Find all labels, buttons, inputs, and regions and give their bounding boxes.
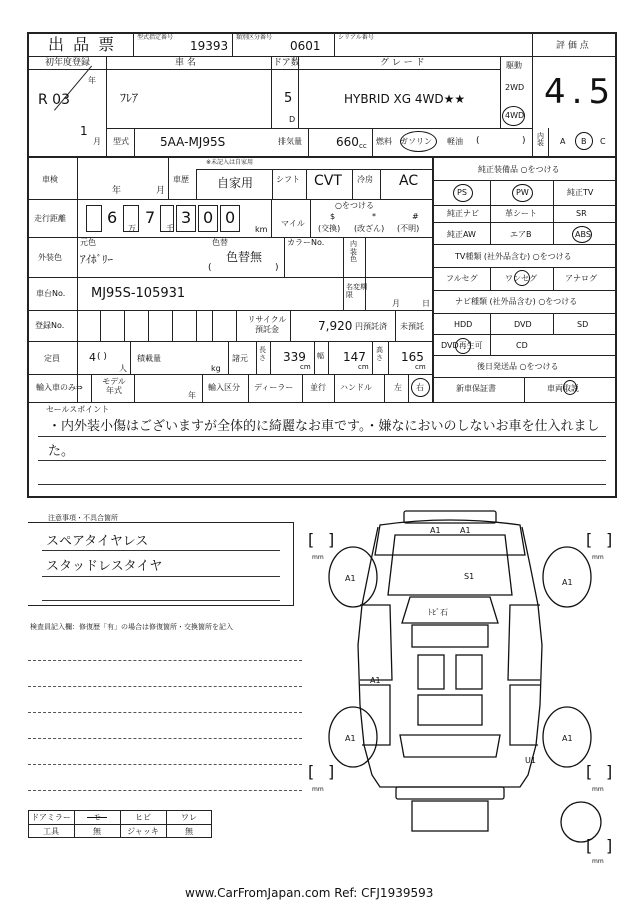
serial-label: シリアル番号: [338, 34, 374, 41]
seat-rear: [418, 695, 482, 725]
car-name-value: ﾌﾚｱ: [120, 91, 139, 105]
equip-navi: 純正ナビ: [447, 209, 479, 218]
mileage-km: km: [255, 225, 268, 234]
tv-title: TV種類 (社外品含む) ○をつける: [455, 252, 572, 261]
tv-fullseg: フルセグ: [446, 274, 478, 283]
mark-windshield: ﾄﾋﾞ石: [428, 608, 448, 617]
shift-value: CVT: [314, 173, 342, 189]
meigi-day: 日: [422, 299, 430, 308]
recycle-unit: 円預託済: [355, 322, 387, 331]
navi-dvd: DVD: [514, 320, 532, 329]
inspection-year: 年: [112, 186, 122, 196]
svg-text:]: ]: [328, 530, 335, 549]
spare-wheel: [561, 802, 601, 842]
navi-sd: SD: [577, 320, 589, 329]
grade-value: HYBRID XG 4WD★★: [344, 92, 466, 106]
doors-label: ドア数: [273, 58, 300, 68]
shako-value: 自家用: [217, 176, 254, 190]
aircon-value: AC: [399, 173, 419, 189]
handle-label: ハンドル: [340, 383, 372, 392]
mark-left-door: A1: [370, 676, 381, 685]
drive-4wd-circle: [502, 106, 525, 126]
capacity-paren: ( ): [97, 352, 107, 362]
month-value: 1: [80, 124, 88, 138]
recycle-value: 7,920: [318, 319, 353, 333]
handle-right-circle: [411, 378, 430, 397]
equip-leather: 革シート: [505, 209, 537, 218]
table-mirror-label: ドアミラー: [31, 813, 71, 822]
model-value: 5AA-MJ95S: [160, 135, 226, 149]
mileage-sym3: #: [412, 212, 419, 221]
wheel-front-right: [543, 547, 591, 607]
drive-label: 駆動: [506, 61, 522, 70]
navi-title: ナビ種類 (社外品含む) ○をつける: [455, 297, 578, 306]
svg-text:[: [: [586, 762, 593, 781]
fuel-label: 燃料: [376, 137, 392, 146]
svg-text:]: ]: [606, 762, 613, 781]
extra-dvd: DVD再生可: [441, 341, 483, 350]
hood-front: [375, 520, 525, 555]
sales-point-line1: ・内外装小傷はございますが全体的に綺麗なお車です。・嫌なにおいのしないお車を仕入れまし: [48, 419, 600, 434]
svg-text:[: [: [586, 530, 593, 549]
width-value: 147: [343, 350, 366, 364]
mileage-label: 走行距離: [34, 214, 66, 223]
sales-point-line2: た。: [48, 444, 75, 459]
cc-unit: cc: [359, 142, 367, 150]
equipment-title: 純正装備品 ○をつける: [478, 165, 560, 174]
drive-4wd: 4WD: [505, 111, 525, 120]
equip-airbag: エアB: [510, 230, 532, 239]
chassis-label: 車台No.: [36, 289, 66, 298]
mileage-mile: マイル: [281, 219, 305, 228]
import-dealer: ディーラー: [254, 383, 294, 392]
paren-open: (: [476, 136, 480, 146]
svg-text:[: [: [308, 762, 315, 781]
mileage-d2: 7: [145, 208, 156, 227]
hood-panel: [388, 535, 512, 595]
aircon-label: 冷房: [357, 175, 373, 184]
equip-ps-circle: [453, 184, 473, 202]
displacement-label: 排気量: [278, 137, 302, 146]
inspector-label: 検査員記入欄：修復歴「有」の場合は修復箇所・交換箇所を記入: [30, 623, 233, 631]
door-front-left: [360, 605, 392, 680]
shift-label: シフト: [276, 175, 300, 184]
length-cm: cm: [300, 363, 311, 371]
original-color: ｱｲﾎﾞﾘｰ: [80, 253, 113, 266]
mark-front-left-wheel: A1: [345, 574, 356, 583]
equip-abs-circle: [572, 226, 592, 243]
score-value: 4.5: [544, 72, 617, 112]
length-label: 長さ: [259, 346, 266, 362]
shako-label: 車歴: [173, 175, 189, 184]
equip-sr: SR: [576, 209, 587, 218]
fuel-diesel: 軽油: [447, 137, 463, 146]
notes-line1: スペアタイヤレス: [46, 534, 149, 549]
mm-rl: mm: [312, 786, 324, 793]
table-jack-value: 無: [185, 827, 193, 836]
door-d: D: [289, 115, 296, 124]
after-warranty: 新車保証書: [456, 384, 496, 393]
svg-text:]: ]: [606, 530, 613, 549]
svg-text:]: ]: [328, 762, 335, 781]
capacity-label: 定員: [44, 354, 60, 363]
interior-a: A: [560, 137, 566, 146]
car-body: [358, 527, 542, 787]
capacity-person: 人: [119, 364, 127, 373]
svg-text:[: [: [308, 530, 315, 549]
mileage-d5: 0: [225, 208, 236, 227]
mark-rear: U1: [525, 756, 536, 765]
after-manual-circle: [563, 380, 577, 395]
handle-left: 左: [394, 383, 402, 392]
import-label: 輸入車のみ⇒: [36, 383, 83, 392]
equip-pw-circle: [512, 184, 533, 202]
model-year-label: モデル年式: [102, 377, 126, 395]
mm-spare: mm: [592, 858, 604, 865]
svg-text:]: ]: [606, 836, 613, 855]
width-cm: cm: [358, 363, 369, 371]
ruibetsu-value: 0601: [290, 39, 321, 53]
first-reg-label: 初年度登録: [45, 58, 91, 68]
navi-hdd: HDD: [454, 320, 473, 329]
year-unit: 年: [88, 76, 96, 85]
ruibetsu-label: 類別区分番号: [236, 34, 273, 41]
length-value: 339: [283, 350, 306, 364]
tv-oneseg: ワンセグ: [505, 274, 537, 283]
roof: [412, 625, 488, 647]
notes-label: 注意事項・不具合箇所: [48, 514, 118, 522]
era-year: R 03: [38, 92, 70, 108]
rear-window: [400, 735, 500, 757]
inspection-month: 月: [156, 186, 166, 196]
form-title: 出 品 票: [48, 35, 117, 54]
table-jack-label: ジャッキ: [127, 827, 159, 836]
score-header: 評 価 点: [556, 41, 589, 51]
extra-dvd-circle: [455, 338, 471, 354]
import-year: 年: [188, 391, 196, 400]
height-value: 165: [401, 350, 424, 364]
mileage-d1: 6: [107, 208, 118, 227]
notes-line2: スタッドレスタイヤ: [46, 559, 163, 574]
interior-color-label: 内装色: [350, 240, 357, 264]
color-label: 外装色: [38, 253, 62, 262]
door-rear-left: [360, 685, 390, 745]
mileage-unknown: (不明): [397, 224, 420, 233]
mm-rr: mm: [592, 786, 604, 793]
mm-fl: mm: [312, 554, 324, 561]
door-front-right: [508, 605, 540, 680]
repaint-value: 色替無: [226, 250, 263, 264]
seat-front-left: [418, 655, 444, 689]
mileage-d3: 3: [181, 208, 192, 227]
sales-point-label: セールスポイント: [46, 405, 110, 414]
repaint-label: 色替: [212, 238, 228, 247]
seat-front-right: [456, 655, 482, 689]
mm-fr: mm: [592, 554, 604, 561]
door-rear-right: [510, 685, 540, 745]
repaint-paren-open: (: [208, 263, 212, 273]
katashiki-value: 19393: [190, 39, 229, 53]
load-kg: kg: [211, 364, 221, 373]
car-diagram: [300, 505, 640, 865]
tv-oneseg-circle: [514, 270, 530, 286]
table-tool-value: 無: [93, 827, 101, 836]
trunk-floor: [412, 801, 488, 831]
height-label: 高さ: [376, 346, 383, 362]
mark-rear-right-wheel: A1: [562, 734, 573, 743]
table-crack-label: ヒビ: [135, 813, 151, 822]
grade-label: グ レ ー ド: [380, 58, 425, 68]
import-type-label: 輸入区分: [208, 383, 240, 392]
interior-c: C: [600, 137, 606, 146]
after-title: 後日発送品 ○をつける: [477, 362, 559, 371]
recycle-unpaid: 未預託: [400, 322, 424, 331]
mileage-d4: 0: [203, 208, 214, 227]
width-label: 幅: [317, 352, 324, 360]
equip-ps: PS: [457, 188, 467, 197]
fuel-gas: ガソリン: [400, 137, 432, 146]
mileage-tampered: (改ざん): [354, 224, 385, 233]
meigi-label: 名変期限: [346, 283, 367, 300]
paren-close: ): [522, 136, 526, 146]
footer-ref: www.CarFromJapan.com Ref: CFJ1939593: [185, 886, 434, 900]
registration-label: 登録No.: [35, 321, 65, 330]
original-color-label: 元色: [80, 238, 96, 247]
mileage-sym1: $: [330, 212, 336, 221]
height-cm: cm: [415, 363, 426, 371]
fuel-gas-circle: [400, 131, 437, 152]
table-mirror-value: モ: [93, 813, 101, 822]
car-name-label: 車 名: [175, 58, 196, 68]
model-label: 型式: [113, 137, 129, 146]
windshield: [402, 597, 498, 623]
table-break-label: ワレ: [181, 813, 197, 822]
equip-aw: 純正AW: [447, 230, 476, 239]
mileage-exchange: (交換): [318, 224, 341, 233]
shako-note: ※未記入は自家用: [206, 159, 254, 166]
svg-text:[: [: [586, 836, 593, 855]
mark-rear-left-wheel: A1: [345, 734, 356, 743]
after-manual: 車両取説: [547, 384, 579, 393]
import-parallel: 並行: [310, 383, 326, 392]
mileage-sen: 千: [166, 224, 174, 233]
mileage-circle-note: ○をつける: [335, 201, 374, 210]
interior-b-circle: [575, 132, 593, 150]
rear-bumper: [396, 787, 504, 799]
equip-tv: 純正TV: [567, 188, 594, 197]
month-unit: 月: [93, 137, 101, 146]
extra-cd: CD: [516, 341, 528, 350]
equip-abs: ABS: [575, 230, 591, 239]
color-no-label: カラーNo.: [287, 238, 325, 247]
capacity-value: 4: [89, 351, 96, 364]
inspection-label: 車検: [42, 175, 58, 184]
repaint-paren-close: ): [275, 263, 279, 273]
mark-front-bumper-2: A1: [460, 526, 471, 535]
mark-hood: S1: [464, 572, 475, 581]
interior-label: 内装: [537, 132, 544, 147]
interior-b: B: [581, 137, 587, 146]
katashiki-label: 型式指定番号: [137, 34, 174, 41]
handle-right: 右: [416, 383, 424, 392]
doors-value: 5: [284, 91, 293, 106]
chassis-value: MJ95S-105931: [91, 286, 186, 301]
load-label: 積載量: [137, 354, 161, 363]
mark-front-right-wheel: A1: [562, 578, 573, 587]
recycle-label: リサイクル預託金: [247, 315, 287, 334]
drive-2wd: 2WD: [505, 83, 525, 92]
meigi-month: 月: [392, 299, 400, 308]
displacement-value: 660: [336, 135, 359, 149]
mileage-man: 万: [128, 224, 136, 233]
mark-front-bumper: A1: [430, 526, 441, 535]
tv-analog: アナログ: [565, 274, 597, 283]
dims-label: 諸元: [232, 354, 248, 363]
mileage-sym2: *: [372, 212, 376, 221]
table-tool-label: 工具: [43, 827, 59, 836]
equip-pw: PW: [516, 188, 529, 197]
